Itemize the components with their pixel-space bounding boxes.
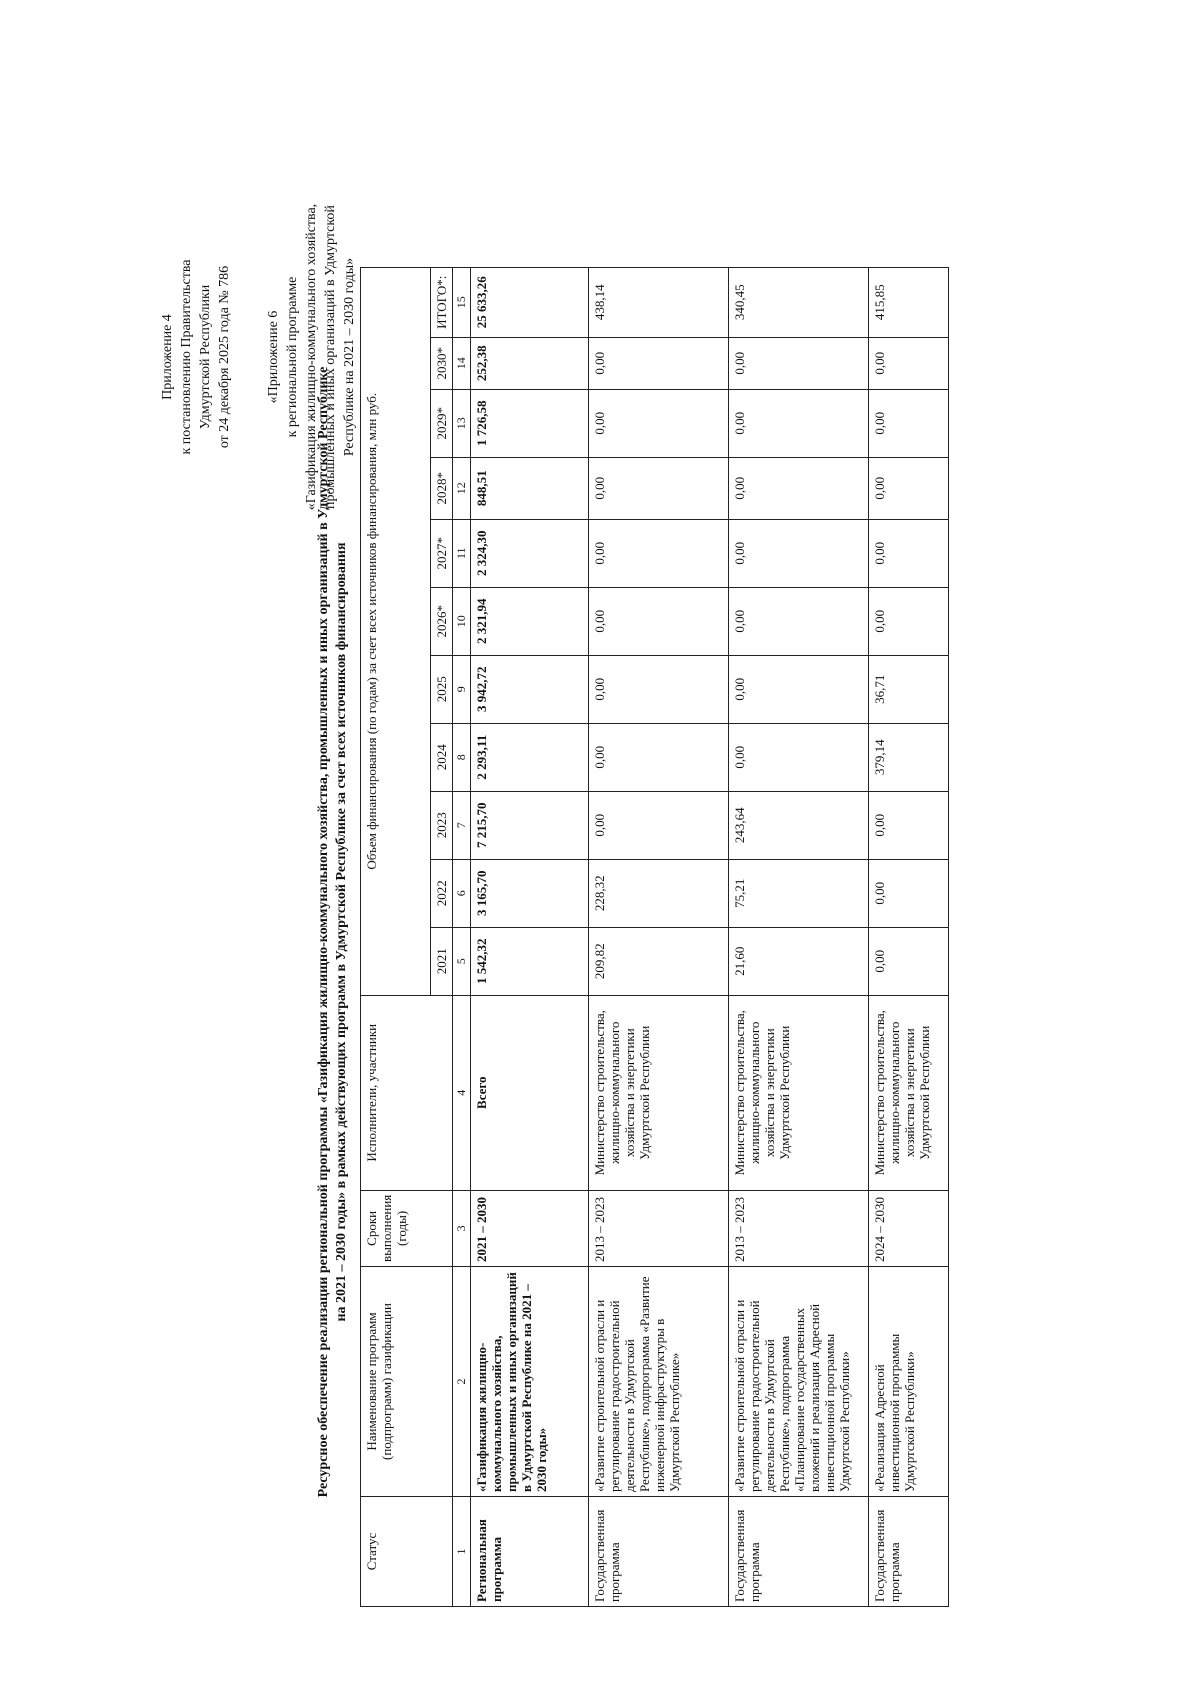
value-cell: 340,45 [729, 267, 869, 337]
value-cell: 2 321,94 [471, 587, 589, 655]
table-row [729, 267, 869, 1606]
row-name: «Реализация Адресной инвестиционной программы Удмуртской Республики» [869, 1267, 949, 1497]
value-cell: 0,00 [869, 337, 949, 389]
value-cell: 0,00 [729, 389, 869, 457]
column-number: 1 [453, 1497, 471, 1607]
value-cell: 379,14 [869, 723, 949, 791]
table-row [869, 267, 949, 1606]
value-cell: 75,21 [729, 859, 869, 927]
column-number: 5 [453, 927, 471, 995]
row-executor: Всего [471, 995, 589, 1190]
year-header: 2029* [431, 389, 453, 457]
value-cell: 1 542,32 [471, 927, 589, 995]
appendix-line: от 24 декабря 2025 года № 786 [217, 265, 232, 449]
row-executor: Министерство строительства, жилищно-коммунального хозяйства и энергетики Удмуртской Республики [869, 995, 949, 1190]
column-number: 3 [453, 1190, 471, 1266]
value-cell: 0,00 [729, 723, 869, 791]
value-cell: 243,64 [729, 791, 869, 859]
value-cell: 228,32 [589, 859, 729, 927]
year-header: ИТОГО*: [431, 267, 453, 337]
value-cell: 3 165,70 [471, 859, 589, 927]
header-status: Статус [361, 1497, 453, 1607]
column-number: 11 [453, 519, 471, 587]
value-cell: 0,00 [729, 457, 869, 519]
header-term: Сроки выполнения (годы) [361, 1190, 453, 1266]
appendix-line: промышленных и иных организаций в Удмуртской [323, 205, 338, 509]
title-line: на 2021 – 2030 годы» в рамках действующих программ в Удмуртской Республике за счет всех источников финансирования [334, 542, 349, 1322]
table-row [471, 267, 589, 1606]
column-number: 12 [453, 457, 471, 519]
year-header: 2022 [431, 859, 453, 927]
column-number: 4 [453, 995, 471, 1190]
year-header: 2025 [431, 655, 453, 723]
spacer [234, 167, 264, 547]
column-number: 9 [453, 655, 471, 723]
row-term: 2024 – 2030 [869, 1190, 949, 1266]
year-header: 2027* [431, 519, 453, 587]
column-number: 10 [453, 587, 471, 655]
value-cell: 0,00 [869, 859, 949, 927]
row-status: Региональная программа [471, 1497, 589, 1607]
row-status: Государственная программа [869, 1497, 949, 1607]
value-cell: 21,60 [729, 927, 869, 995]
value-cell: 0,00 [869, 791, 949, 859]
column-number: 6 [453, 859, 471, 927]
value-cell: 0,00 [729, 655, 869, 723]
value-cell: 1 726,58 [471, 389, 589, 457]
value-cell: 0,00 [589, 723, 729, 791]
row-status: Государственная программа [729, 1497, 869, 1607]
value-cell: 438,14 [589, 267, 729, 337]
appendix-line: Удмуртской Республики [198, 284, 213, 430]
value-cell: 0,00 [869, 457, 949, 519]
column-number: 7 [453, 791, 471, 859]
column-number: 14 [453, 337, 471, 389]
appendix-line: «Приложение 6 [266, 310, 281, 404]
row-term: 2021 – 2030 [471, 1190, 589, 1266]
row-term: 2013 – 2023 [729, 1190, 869, 1266]
value-cell: 2 293,11 [471, 723, 589, 791]
value-cell: 415,85 [869, 267, 949, 337]
row-status: Государственная программа [589, 1497, 729, 1607]
value-cell: 0,00 [729, 587, 869, 655]
value-cell: 209,82 [589, 927, 729, 995]
appendix-line: к региональной программе [285, 276, 300, 438]
appendix-line: Приложение 4 [160, 314, 175, 400]
value-cell: 0,00 [589, 655, 729, 723]
column-number: 8 [453, 723, 471, 791]
value-cell: 0,00 [729, 337, 869, 389]
header-executors: Исполнители, участники [361, 995, 453, 1190]
value-cell: 0,00 [869, 389, 949, 457]
appendix-line: к постановлению Правительства [179, 259, 194, 455]
title-line: Ресурсное обеспечение реализации региональной программы «Газификация жилищно-коммунального хозяйства, промышленных и иных организаций в Удмуртской Республике [316, 366, 331, 1498]
value-cell: 0,00 [589, 587, 729, 655]
value-cell: 0,00 [589, 457, 729, 519]
year-header: 2024 [431, 723, 453, 791]
row-name: «Развитие строительной отрасли и регулирование градостроительной деятельности в Удмуртской Республике», подпрограмма «Планирование государственных вложений и реализация Адресной инвестиционной программы Удмуртской Республики» [729, 1267, 869, 1497]
table-row [589, 267, 729, 1606]
column-number: 13 [453, 389, 471, 457]
header-volume: Объем финансирования (по годам) за счет всех источников финансирования, млн руб. [361, 267, 431, 995]
column-number: 15 [453, 267, 471, 337]
header-name: Наименование программ (подпрограмм) газификации [361, 1267, 453, 1497]
value-cell: 0,00 [589, 791, 729, 859]
appendix-line: «Газификация жилищно-коммунального хозяйства, [304, 203, 319, 511]
row-term: 2013 – 2023 [589, 1190, 729, 1266]
value-cell: 0,00 [589, 337, 729, 389]
value-cell: 848,51 [471, 457, 589, 519]
year-header: 2021 [431, 927, 453, 995]
value-cell: 7 215,70 [471, 791, 589, 859]
year-header: 2030* [431, 337, 453, 389]
value-cell: 3 942,72 [471, 655, 589, 723]
value-cell: 0,00 [869, 927, 949, 995]
value-cell: 0,00 [589, 389, 729, 457]
row-executor: Министерство строительства, жилищно-коммунального хозяйства и энергетики Удмуртской Республики [589, 995, 729, 1190]
row-executor: Министерство строительства, жилищно-коммунального хозяйства и энергетики Удмуртской Республики [729, 995, 869, 1190]
value-cell: 2 324,30 [471, 519, 589, 587]
year-header: 2028* [431, 457, 453, 519]
row-name: «Развитие строительной отрасли и регулирование градостроительной деятельности в Удмуртской Республике», подпрограмма «Развитие инженерной инфраструктуры в Удмуртской Республике» [589, 1267, 729, 1497]
value-cell: 25 633,26 [471, 267, 589, 337]
value-cell: 36,71 [869, 655, 949, 723]
document-title [315, 237, 351, 1627]
funding-table [360, 267, 949, 1607]
row-name: «Газификация жилищно-коммунального хозяйства, промышленных и иных организаций в Удмуртской Республике на 2021 – 2030 годы» [471, 1267, 589, 1497]
column-number: 2 [453, 1267, 471, 1497]
appendix-line: Республике на 2021 – 2030 годы» [342, 257, 357, 457]
year-header: 2026* [431, 587, 453, 655]
value-cell: 0,00 [729, 519, 869, 587]
value-cell: 252,38 [471, 337, 589, 389]
value-cell: 0,00 [869, 587, 949, 655]
value-cell: 0,00 [589, 519, 729, 587]
year-header: 2023 [431, 791, 453, 859]
value-cell: 0,00 [869, 519, 949, 587]
